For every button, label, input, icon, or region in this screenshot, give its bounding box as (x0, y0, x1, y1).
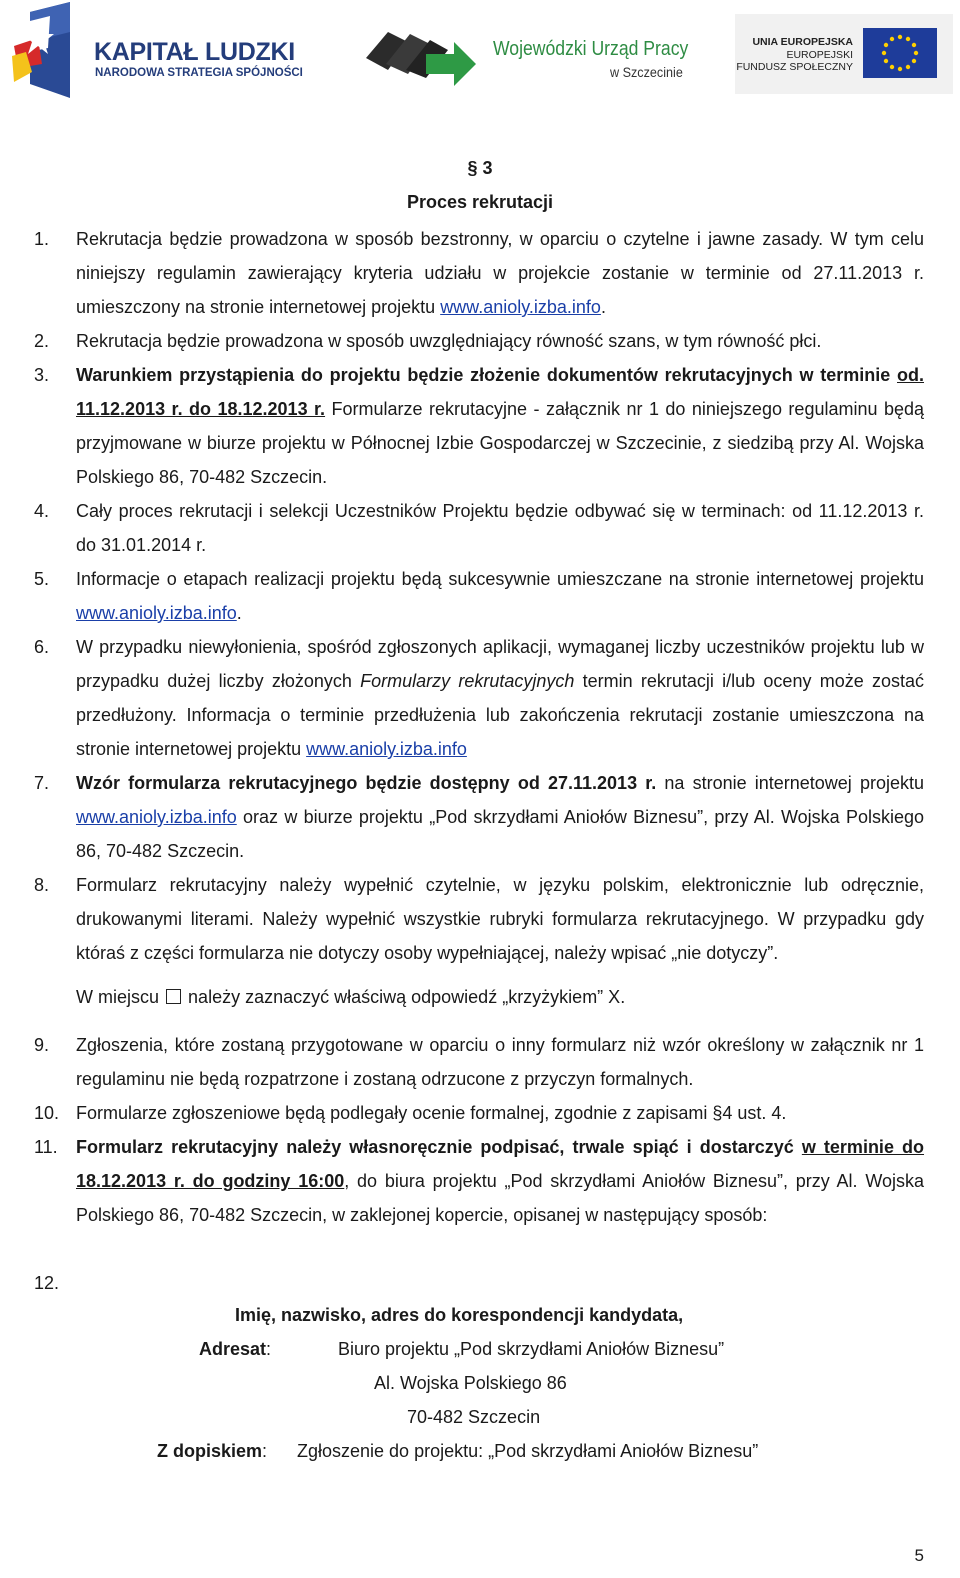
item-text-part: Informacje o etapach realizacji projektu będą sukcesywnie umieszczane na stronie internetowej projektu (76, 569, 924, 589)
adresat-line-3: 70-482 Szczecin (407, 1407, 541, 1427)
item-text (76, 766, 924, 868)
adresat-line-2: Al. Wojska Polskiego 86 (374, 1373, 567, 1393)
item-italic-text: Formularzy rekrutacyjnych (360, 671, 575, 691)
item-number: 8. (34, 875, 50, 895)
item-text (76, 630, 924, 766)
wup-city: w Szczecinie (610, 64, 683, 80)
item-text-part: oraz w biurze projektu „Pod skrzydłami Aniołów Biznesu”, przy Al. Wojska Polskiego 86, 70-482 Szczecin. (76, 807, 924, 861)
kapital-ludzki-subtitle: NARODOWA STRATEGIA SPÓJNOŚCI (95, 67, 303, 79)
item-text-part: Formularze rekrutacyjne - załącznik nr 1 do niniejszego regulaminu będą przyjmowane w biurze projektu w Północnej Izbie Gospodarczej w Szczecinie, z siedzibą przy Al. Wojska Polskiego 86, 70-482 Szczecin. (76, 399, 924, 487)
adresat-label (199, 1332, 271, 1366)
item-text-part: termin rekrutacji i/lub oceny może zostać przedłużony. Informacja o terminie przedłużenia lub zakończenia rekrutacji zostanie umieszczona na stronie internetowej projektu (76, 671, 924, 759)
eu-name: UNIA EUROPEJSKA (752, 36, 853, 48)
item-text-part: należy zaznaczyć właściwą odpowiedź „krzyżykiem” X. (188, 987, 626, 1007)
dopisek-label (157, 1434, 267, 1468)
wup-name: Wojewódzki Urząd Pracy (493, 38, 689, 60)
item-text-part: W miejscu (76, 987, 160, 1007)
kapital-ludzki-emblem-icon (8, 2, 80, 98)
item-text-part: . (600, 297, 606, 317)
page-number: 5 (914, 1546, 924, 1565)
item-number: 6. (34, 637, 50, 657)
item-text (76, 562, 924, 630)
project-website-link[interactable]: www.anioly.izba.info (440, 297, 601, 317)
item-text: Cały proces rekrutacji i selekcji Uczestników Projektu będzie odbywać się w terminach: od 11.12.2013 r. do 31.01.2014 r. (76, 501, 924, 555)
page-header (0, 0, 960, 110)
wup-emblem-icon (366, 24, 478, 90)
eu-fund-line1: EUROPEJSKI (786, 49, 853, 61)
dopisek-text: Zgłoszenie do projektu: „Pod skrzydłami Aniołów Biznesu” (297, 1441, 759, 1461)
item-text: Formularze zgłoszeniowe będą podlegały ocenie formalnej, zgodnie z zapisami §4 ust. 4. (76, 1103, 787, 1123)
checkbox-icon (166, 989, 181, 1004)
item-number: 3. (34, 365, 50, 385)
item-number: 12. (34, 1273, 60, 1293)
item-text-part: na stronie internetowej projektu (656, 773, 924, 793)
item-text (76, 1130, 924, 1232)
item-text-part: Rekrutacja będzie prowadzona w sposób bezstronny, w oparciu o czytelne i jawne zasady. W tym celu niniejszy regulamin zawierający kryteria udziału w projekcie zostanie w terminie od 27.11.2013 r. umieszczony na stronie internetowej projektu (76, 229, 924, 317)
eu-social-fund-logo (735, 14, 953, 94)
kapital-ludzki-logo (8, 2, 308, 98)
item-number: 10. (34, 1103, 60, 1123)
eu-flag-icon (863, 28, 937, 78)
item-text-part: . (236, 603, 242, 623)
project-website-link[interactable]: www.anioly.izba.info (306, 739, 467, 759)
item-number: 4. (34, 501, 50, 521)
adresat-line-1: Biuro projektu „Pod skrzydłami Aniołów Biznesu” (338, 1339, 725, 1359)
item-bold-text: Wzór formularza rekrutacyjnego będzie dostępny od 27.11.2013 r. (76, 773, 657, 793)
item-deadline-text: w terminie do 18.12.2013 r. do godziny 16:00 (76, 1137, 925, 1191)
eu-fund-line2: FUNDUSZ SPOŁECZNY (736, 61, 853, 73)
kapital-ludzki-title: KAPITAŁ LUDZKI (94, 38, 295, 66)
item-deadline-text: od. 11.12.2013 r. do 18.12.2013 r. (76, 365, 924, 419)
item-text: Formularz rekrutacyjny należy wypełnić czytelnie, w języku polskim, elektronicznie lub odręcznie, drukowanymi literami. Należy wypełnić wszystkie rubryki formularza rekrutacyjnego. W przypadku gdy któraś z części formularza nie dotyczy osoby wypełniającej, należy wpisać „nie dotyczy”. (76, 875, 924, 963)
item-text: Zgłoszenia, które zostaną przygotowane w oparciu o inny formularz niż wzór określony w załącznik nr 1 regulaminu nie będą rozpatrzone i zostaną odrzucone z przyczyn formalnych. (76, 1035, 924, 1089)
envelope-heading: Imię, nazwisko, adres do korespondencji kandydata, (235, 1305, 684, 1325)
section-number: § 3 (467, 158, 493, 178)
section-title: Proces rekrutacji (406, 192, 554, 212)
item-number: 5. (34, 569, 50, 589)
dopisek-label-text: Z dopiskiem (157, 1441, 263, 1461)
item-number: 9. (34, 1035, 50, 1055)
item-text (76, 358, 924, 494)
project-website-link[interactable]: www.anioly.izba.info (76, 603, 237, 623)
item-bold-text: Warunkiem przystąpienia do projektu będzie złożenie dokumentów rekrutacyjnych w terminie (76, 365, 897, 385)
project-website-link[interactable]: www.anioly.izba.info (76, 807, 237, 827)
item-text: Rekrutacja będzie prowadzona w sposób uwzględniający równość szans, w tym równość płci. (76, 331, 822, 351)
label-colon: : (266, 1339, 272, 1359)
item-number: 11. (34, 1137, 58, 1157)
item-text (76, 222, 924, 324)
item-text-part: , do biura projektu „Pod skrzydłami Aniołów Biznesu”, przy Al. Wojska Polskiego 86, 70-482 Szczecin, w zaklejonej kopercie, opisanej w następujący sposób: (76, 1171, 925, 1225)
label-colon: : (262, 1441, 268, 1461)
item-number: 2. (34, 331, 50, 351)
item-number: 1. (34, 229, 50, 249)
item-number: 7. (34, 773, 50, 793)
wup-logo (366, 24, 706, 94)
adresat-label-text: Adresat (199, 1339, 267, 1359)
item-text-part: W przypadku niewyłonienia, spośród zgłoszonych aplikacji, wymaganej liczby uczestników projektu lub w przypadku dużej liczby złożonych (76, 637, 924, 691)
item-text-checkbox-line (76, 980, 924, 1014)
item-bold-text: Formularz rekrutacyjny należy własnoręcznie podpisać, trwale spiąć i dostarczyć (76, 1137, 802, 1157)
